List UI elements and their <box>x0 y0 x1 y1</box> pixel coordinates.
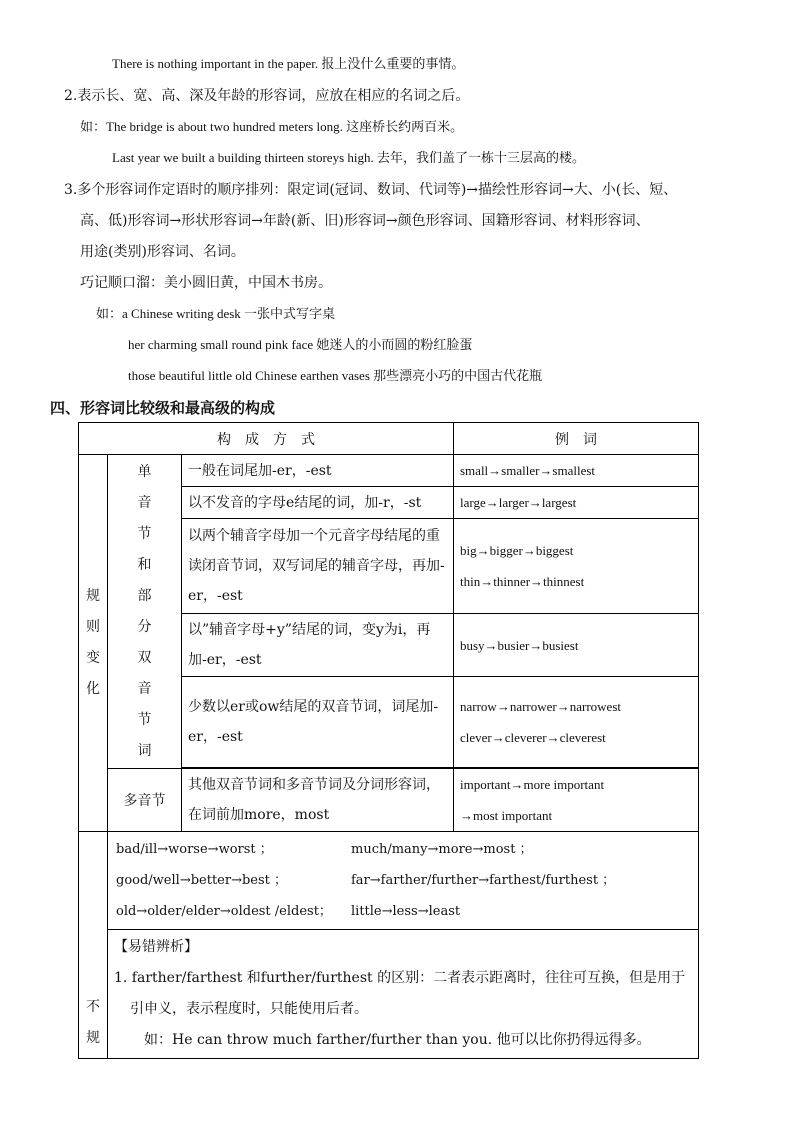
note-title: 【易错辨析】 <box>114 939 198 955</box>
example-line: important→more important <box>460 777 605 792</box>
table-row <box>79 769 699 832</box>
example-line: big→bigger→biggest <box>460 543 574 558</box>
irregular-form: good/well→better→best ； <box>116 873 288 888</box>
text-line: 3.多个形容词作定语时的顺序排列：限定词(冠词、数词、代词等)→描绘性形容词→大、小(长、短、 <box>64 182 678 198</box>
example-cell: large→larger→largest <box>454 487 699 519</box>
mono-label: 单音节和部分双音节词 <box>108 455 182 769</box>
irregular-form: far→farther/further→farthest/furthest ； <box>351 873 616 888</box>
irregular-row <box>79 832 699 1059</box>
method-cell: 以不发音的字母e结尾的词，加-r，-st <box>182 487 454 519</box>
irregular-form: little→less→least <box>351 904 461 919</box>
text-line: 如：a Chinese writing desk 一张中式写字桌 <box>96 306 336 321</box>
comparison-table <box>78 422 699 1059</box>
text-line: those beautiful little old Chinese earthen vases 那些漂亮小巧的中国古代花瓶 <box>128 368 543 383</box>
irregular-cell <box>108 832 699 1059</box>
irregular-form: old→older/elder→oldest /eldest； <box>116 904 332 919</box>
irregular-form: bad/ill→worse→worst ； <box>116 842 273 857</box>
irregular-forms <box>108 832 698 930</box>
table-header-row <box>79 423 699 455</box>
note-line: 引申义，表示程度时，只能使用后者。 <box>130 1001 368 1017</box>
text-line: 高、低)形容词→形状形容词→年龄(新、旧)形容词→颜色形容词、国籍形容词、材料形容词、 <box>80 213 650 229</box>
method-cell: 其他双音节词和多音节词及分词形容词，在词前加more，most <box>182 769 454 832</box>
method-cell: 少数以er或ow结尾的双音节词，词尾加-er，-est <box>182 677 454 768</box>
method-cell: 以”辅音字母+y”结尾的词，变y为i，再加-er，-est <box>182 614 454 677</box>
irregular-form: much/many→more→most ； <box>351 842 533 857</box>
header-example: 例 词 <box>454 423 699 455</box>
regular-label: 规则变化 <box>79 455 108 832</box>
text-line: her charming small round pink face 她迷人的小而圆的粉红脸蛋 <box>128 337 473 352</box>
note-line: 如：He can throw much farther/further than you. 他可以比你扔得远得多。 <box>144 1032 651 1048</box>
note-block <box>108 930 698 1058</box>
text-line: 如：The bridge is about two hundred meters long. 这座桥长约两百米。 <box>80 119 464 134</box>
example-cell: small→smaller→smallest <box>454 455 699 487</box>
text-line: Last year we built a building thirteen storeys high. 去年，我们盖了一栋十三层高的楼。 <box>112 150 585 165</box>
example-line: →most important <box>460 808 553 823</box>
text-line: 2.表示长、宽、高、深及年龄的形容词，应放在相应的名词之后。 <box>64 88 470 104</box>
example-cell <box>454 769 699 832</box>
section-heading: 四、形容词比较级和最高级的构成 <box>50 399 276 417</box>
text-line: 用途(类别)形容词、名词。 <box>80 244 245 260</box>
example-line: thin→thinner→thinnest <box>460 574 585 589</box>
example-line: narrow→narrower→narrowest <box>460 699 621 714</box>
poly-label: 多音节 <box>108 769 182 832</box>
irregular-label: 不规 <box>79 832 108 1059</box>
example-cell <box>454 519 699 614</box>
method-cell: 一般在词尾加-er，-est <box>182 455 454 487</box>
table-row <box>79 455 699 487</box>
method-cell: 以两个辅音字母加一个元音字母结尾的重读闭音节词，双写词尾的辅音字母，再加-er，-est <box>182 519 454 614</box>
header-method: 构 成 方 式 <box>79 423 454 455</box>
note-line: 1. farther/farthest 和further/furthest 的区别：二者表示距离时，往往可互换，但是用于 <box>114 970 686 986</box>
example-cell <box>454 677 699 768</box>
text-line: There is nothing important in the paper. 报上没什么重要的事情。 <box>112 56 465 71</box>
text-line: 巧记顺口溜：美小圆旧黄，中国木书房。 <box>80 275 332 291</box>
example-line: clever→cleverer→cleverest <box>460 730 606 745</box>
example-cell: busy→busier→busiest <box>454 614 699 677</box>
